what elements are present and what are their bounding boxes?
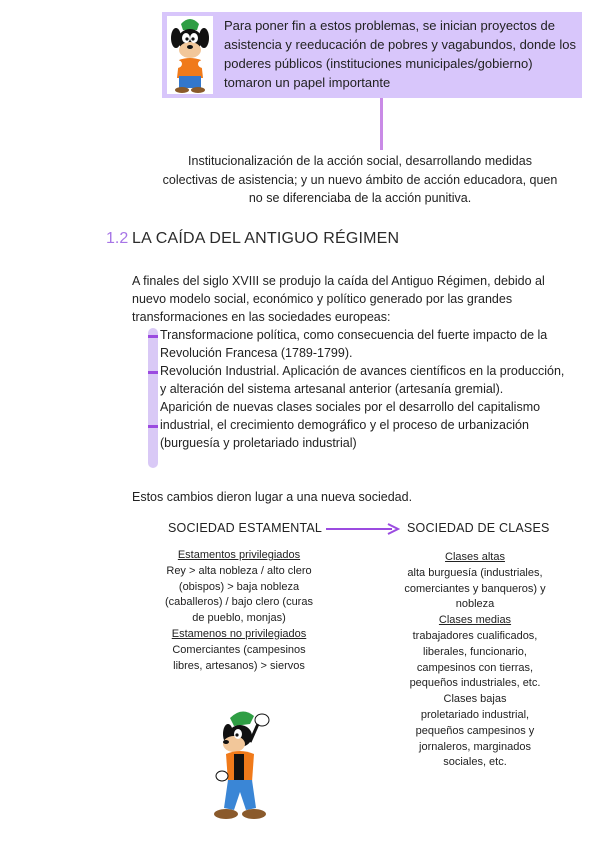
clases-heading: SOCIEDAD DE CLASES <box>407 521 550 535</box>
bullet-bar <box>148 328 158 468</box>
intro-paragraph: A finales del siglo XVIII se produjo la caída del Antiguo Régimen, debido al nuevo modelo social, económico y político generado por las grandes transformaciones en las sociedades europeas: <box>132 274 545 324</box>
nopriv-label: Estamenos no privilegiados <box>171 627 307 640</box>
medias-label: Clases medias <box>438 614 512 627</box>
goofy-image <box>200 708 284 828</box>
estamental-heading: SOCIEDAD ESTAMENTAL <box>168 521 323 535</box>
arrow-right-icon <box>326 522 400 536</box>
altas-label: Clases altas <box>445 551 505 563</box>
priv-text: Rey > alta nobleza / alto clero (obispos) > baja nobleza (caballeros) / bajo clero (curas de pueblo, monjas) <box>165 564 313 625</box>
callout-text: Para poner fin a estos problemas, se inician proyectos de asistencia y reeducación de pobres y vagabundos, donde los poderes públicos (instituciones municipales/gobierno) tomaron un papel importante <box>224 18 576 90</box>
institucionalizacion-text: Institucionalización de la acción social, desarrollando medidas colectivas de asistencia; y un nuevo ámbito de acción educadora, quen no se diferenciaba de la acción punitiva. <box>162 154 558 205</box>
altas-text: alta burguesía (industriales, comerciantes y banqueros) y nobleza <box>404 566 546 611</box>
bajas-label: Clases bajas <box>443 693 507 706</box>
list-item: Aparición de nuevas clases sociales por el desarrollo del capitalismo industrial, el crecimiento demográfico y el proceso de urbanización (burguesía y proletariado industrial) <box>160 400 541 450</box>
list-item: Transformacione política, como consecuencia del fuerte impacto de la Revolución Francesa (1789-1799). <box>160 328 548 360</box>
section-title: LA CAÍDA DEL ANTIGUO RÉGIMEN <box>132 230 400 247</box>
bullet-marker <box>148 371 158 374</box>
bajas-text: proletariado industrial, pequeños campesinos y jornaleros, marginados sociales, etc. <box>415 708 535 769</box>
changes-text: Estos cambios dieron lugar a una nueva sociedad. <box>132 490 413 504</box>
medias-text: trabajadores cualificados, liberales, funcionario, campesinos con tierras, pequeños industriales, etc. <box>409 629 541 690</box>
bullet-list <box>160 326 572 452</box>
clases-column <box>398 550 552 771</box>
bullet-marker <box>148 425 158 428</box>
list-item: Revolución Industrial. Aplicación de avances científicos en la producción, y alteración del sistema artesanal anterior (artesanía gremial). <box>160 364 565 396</box>
bullet-marker <box>148 335 158 338</box>
priv-label: Estamentos privilegiados <box>177 549 301 561</box>
nopriv-text: Comerciantes (campesinos libres, artesanos) > siervos <box>172 643 306 672</box>
estamental-column <box>164 548 314 674</box>
goofy-image-small <box>167 16 213 94</box>
section-number: 1.2 <box>106 230 129 247</box>
connector-line <box>380 98 383 150</box>
